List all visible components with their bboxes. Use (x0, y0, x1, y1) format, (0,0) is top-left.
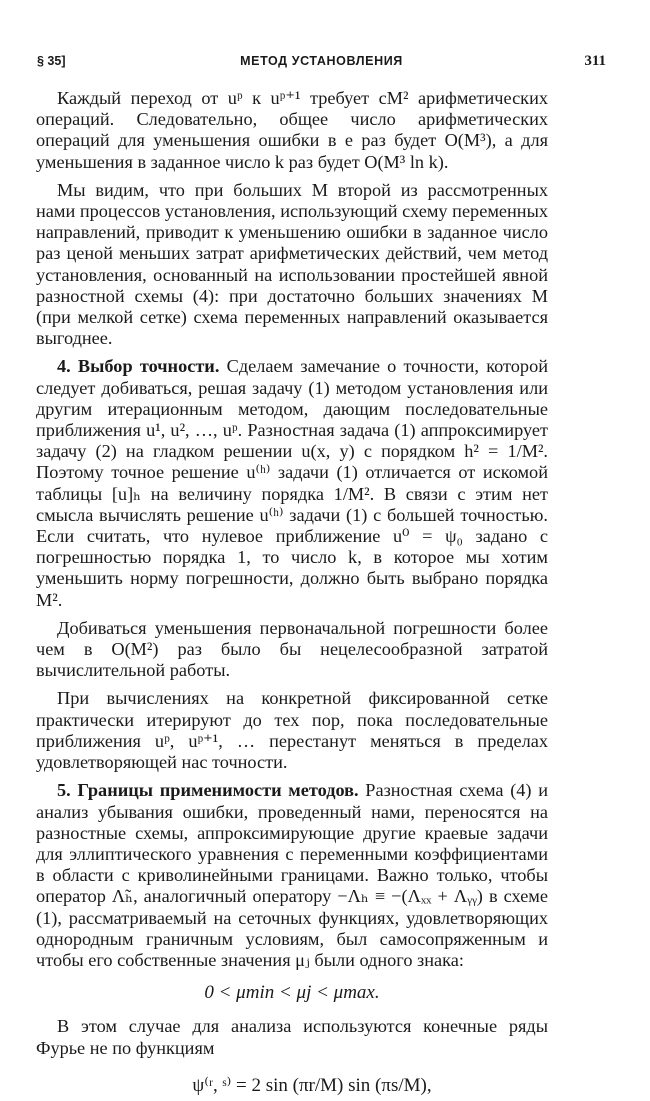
chapter-title: МЕТОД УСТАНОВЛЕНИЯ (240, 54, 403, 68)
fourier-basis-formula: ψ⁽ʳ, ˢ⁾ = 2 sin (πr/M) sin (πs/M), (192, 1074, 432, 1096)
paragraph-applicability-body: Разностная схема (4) и анализ убывания ошибки, проведенный нами, переносятся на разностные схемы, аппроксимирующие другие краевые задачи для эллиптического уравнения с переменными коэффициентами в области с криволинейными границами. Важно только, чтобы оператор Λ̃ₕ, аналогичный оператору −Λₕ ≡ −(Λₓₓ + Λᵧᵧ) в схеме (1), рассматриваемый на сеточных функциях, удовлетворяющих однородным граничным условиям, был самосопряженным и чтобы его собственные значения μⱼ были одного знака: (36, 780, 548, 970)
paragraph-applicability (36, 780, 548, 971)
section-number: § 35] (37, 54, 66, 68)
page-number: 311 (584, 53, 606, 69)
paragraph-fourier: В этом случае для анализа используются конечные ряды Фурье не по функциям (36, 1016, 548, 1058)
paragraph-comparison: Мы видим, что при больших M второй из рассмотренных нами процессов установления, использующий схему переменных направлений, приводит к уменьшению ошибки в заданное число раз ценой меньших затрат арифметических действий, чем метод установления, основанный на использовании простейшей явной разностной схемы (4): при достаточно больших значениях M (при мелкой сетке) схема переменных направлений оказывается выгоднее. (36, 179, 548, 349)
subsection-heading-applicability: 5. Границы применимости методов. (57, 780, 359, 801)
running-header (37, 54, 606, 74)
paragraph-accuracy-body: Сделаем замечание о точности, которой следует добиваться, решая задачу (1) методом установления или другим итерационным методом, дающим последовательные приближения u¹, u², …, uᵖ. Разностная задача (1) аппроксимирует задачу (2) на гладком решении u(x, y) с порядком h² = 1/M². Поэтому точное решение u⁽ʰ⁾ задачи (1) отличается от искомой таблицы [u]ₕ на величину порядка 1/M². В связи с этим нет смысла вычислять решение u⁽ʰ⁾ задачи (1) с большей точностью. Если считать, что нулевое приближение u⁰ = ψ₀ задано с погрешностью порядка 1, то число k, в которое мы хотим уменьшить норму погрешности, должно быть выбрано порядка M². (36, 356, 548, 610)
subsection-heading-accuracy: 4. Выбор точности. (57, 356, 220, 377)
eigenvalue-inequality: 0 < μmin < μj < μmax. (204, 982, 380, 1004)
page-body (36, 88, 548, 1101)
paragraph-transition-cost: Каждый переход от uᵖ к uᵖ⁺¹ требует cM² арифметических операций. Следовательно, общее число арифметических операций для уменьшения ошибки в e раз будет O(M³), а для уменьшения в заданное число k раз будет O(M³ ln k). (36, 88, 548, 172)
paragraph-reduction-limit: Добиваться уменьшения первоначальной погрешности более чем в O(M²) раз было бы нецелесообразной затратой вычислительной работы. (36, 617, 548, 681)
paragraph-accuracy-choice (36, 356, 548, 610)
paragraph-practical-iteration: При вычислениях на конкретной фиксированной сетке практически итерируют до тех пор, пока последовательные приближения uᵖ, uᵖ⁺¹, … перестанут меняться в пределах удовлетворяющей нас точности. (36, 688, 548, 773)
